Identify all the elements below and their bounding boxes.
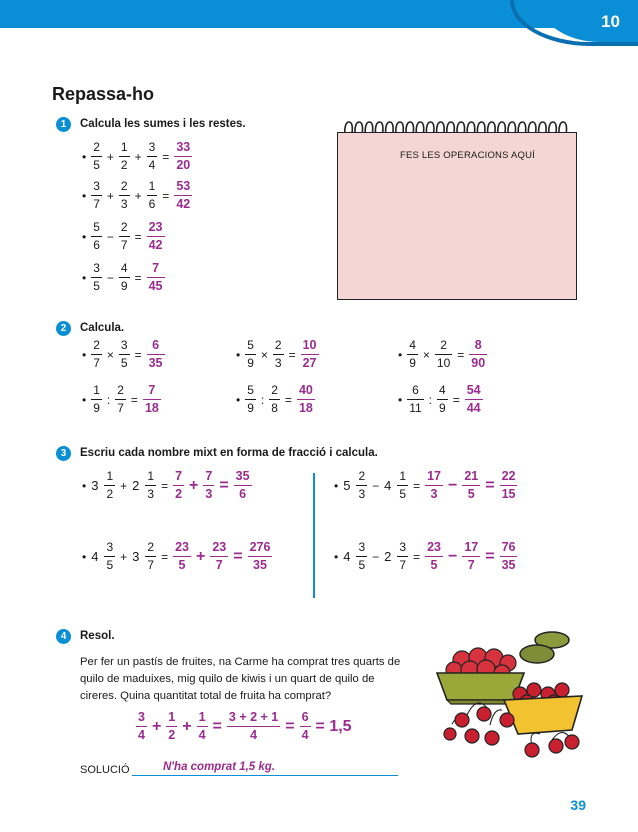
answer: $\frac{40}{18}$ (298, 383, 313, 415)
answer: $\frac{7}{45}$ (148, 261, 163, 293)
ex2-item: • $\frac{2}{7}$ × $\frac{3}{5}$ = $\frac{6}{35}$ (82, 338, 163, 370)
ex3-item: • 5 $\frac{2}{3}$ − 4 $\frac{1}{5}$ = $\frac{17}{3}$ − $\frac{21}{5}$ = $\frac{22}{15}$ (334, 469, 516, 501)
exercise-3-instruction: Escriu cada nombre mixt en forma de fracció i calcula. (80, 447, 378, 459)
ex3-item: • 3 $\frac{1}{2}$ + 2 $\frac{1}{3}$ = $\frac{7}{2}$ + $\frac{7}{3}$ = $\frac{35}{6}$ (82, 469, 250, 501)
answer: $\frac{76}{35}$ (501, 540, 516, 572)
exercise-1-instruction: Calcula les sumes i les restes. (80, 118, 246, 130)
ex3-item: • 4 $\frac{3}{5}$ + 3 $\frac{2}{7}$ = $\frac{23}{5}$ + $\frac{23}{7}$ = $\frac{276}{35}$ (82, 540, 271, 572)
answer: $\frac{7}{18}$ (144, 383, 159, 415)
page-title: Repassa-ho (52, 84, 155, 104)
answer: $\frac{6}{35}$ (148, 338, 163, 370)
answer: $\frac{8}{90}$ (471, 338, 486, 370)
solution-line (132, 775, 398, 776)
solution-text: N'ha comprat 1,5 kg. (163, 761, 276, 773)
ex1-item: • $\frac{5}{6}$ − $\frac{2}{7}$ = $\frac{23}{42}$ (82, 220, 163, 252)
answer: $\frac{10}{27}$ (302, 338, 317, 370)
ex2-item: • $\frac{5}{9}$ : $\frac{2}{8}$ = $\frac{40}{18}$ (236, 383, 313, 415)
ex1-item: • $\frac{3}{5}$ − $\frac{4}{9}$ = $\frac{7}{45}$ (82, 261, 163, 293)
exercise-4-instruction: Resol. (80, 630, 115, 642)
answer: $\frac{35}{6}$ (235, 469, 250, 501)
page-number-bottom: 39 (570, 797, 586, 813)
ex1-item: • $\frac{2}{5}$ + $\frac{1}{2}$ + $\frac{3}{4}$ = $\frac{33}{20}$ (82, 140, 191, 172)
answer: $\frac{22}{15}$ (501, 469, 516, 501)
problem-text: Per fer un pastís de fruites, na Carme ha comprat tres quarts de quilo de maduixes, mig quilo de kiwis i un quart de quilo de cireres. Quina quantitat total de fruita ha comprat? (80, 656, 401, 702)
exercise-3-badge: 3 (56, 446, 71, 461)
ex2-item: • $\frac{1}{9}$ : $\frac{2}{7}$ = $\frac{7}{18}$ (82, 383, 159, 415)
exercise-2-instruction: Calcula. (80, 322, 125, 334)
ex2-item: • $\frac{5}{9}$ × $\frac{2}{3}$ = $\frac{10}{27}$ (236, 338, 317, 370)
page-number-top: 10 (601, 12, 620, 31)
ex3-item: • 4 $\frac{3}{5}$ − 2 $\frac{3}{7}$ = $\frac{23}{5}$ − $\frac{17}{7}$ = $\frac{76}{35}$ (334, 540, 516, 572)
ex1-item: • $\frac{3}{7}$ + $\frac{2}{3}$ + $\frac{1}{6}$ = $\frac{53}{42}$ (82, 179, 191, 211)
exercise-2-badge: 2 (56, 321, 71, 336)
ex2-item: • $\frac{4}{9}$ × $\frac{2}{10}$ = $\frac{8}{90}$ (398, 338, 486, 370)
column-divider (313, 473, 315, 598)
answer: $\frac{54}{44}$ (466, 383, 481, 415)
answer: $\frac{276}{35}$ (249, 540, 271, 572)
solution-label: SOLUCIÓ (80, 764, 130, 776)
answer: $\frac{23}{42}$ (148, 220, 163, 252)
fruit-bowls-illustration (432, 630, 592, 760)
notepad-label: FES LES OPERACIONS AQUÍ (400, 150, 535, 161)
exercise-4-badge: 4 (56, 629, 71, 644)
exercise-1-badge: 1 (56, 117, 71, 132)
ex4-calculation: $\frac{3}{4}$ + $\frac{1}{2}$ + $\frac{1}{4}$ = $\frac{3 + 2 + 1}{4}$ = $\frac{6}{4}$ = 1,5 (138, 710, 352, 742)
answer: $\frac{33}{20}$ (176, 140, 191, 172)
answer: $\frac{53}{42}$ (176, 179, 191, 211)
ex2-item: • $\frac{6}{11}$ : $\frac{4}{9}$ = $\frac{54}{44}$ (398, 383, 481, 415)
